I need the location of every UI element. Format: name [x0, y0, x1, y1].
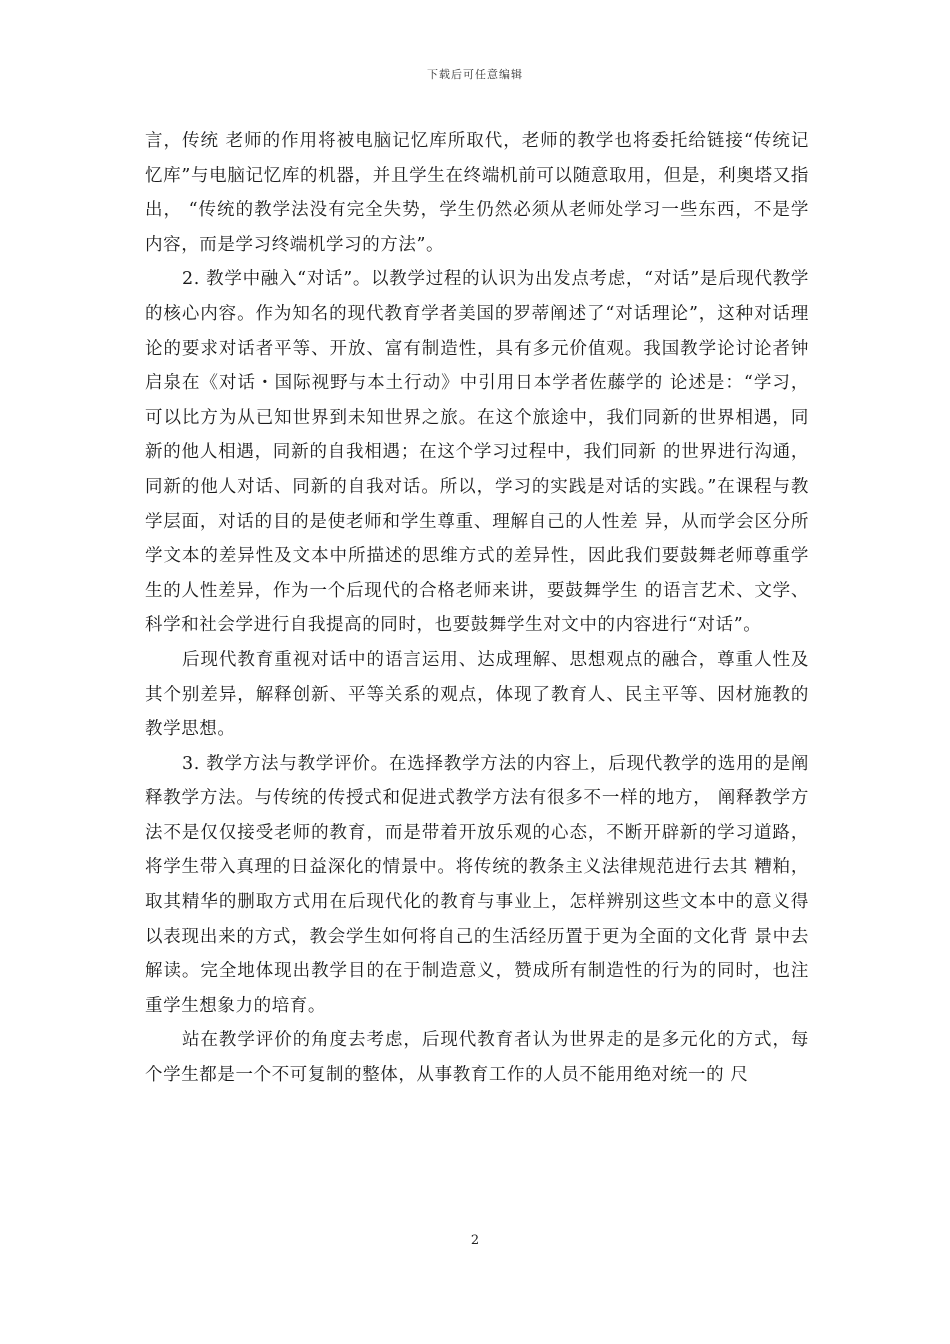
paragraph-continuation: 言，传统 老师的作用将被电脑记忆库所取代，老师的教学也将委托给链接“传统记忆库”与电脑记忆库的机器，并且学生在终端机前可以随意取用，但是，利奥塔又指出， “传统的教学法没有完全失势，学生仍然必须从老师处学习一些东西，不是学内容，而是学习终端机学习的方法”。 — [145, 131, 809, 255]
paragraph-dialogue: 2. 教学中融入“对话”。以教学过程的认识为出发点考虑，“对话”是后现代教学的核心内容。作为知名的现代教育学者美国的罗蒂阐述了“对话理论”，这种对话理论的要求对话者平等、开放、富有制造性，具有多元价值观。我国教学论讨论者钟启泉在《对话・国际视野与本土行动》中引用日本学者佐藤学的 论述是：“学习，可以比方为从已知世界到未知世界之旅。在这个旅途中，我们同新的世界相遇，同新的他人相遇，同新的自我相遇；在这个学习过程中，我们同新 的世界进行沟通，同新的他人对话、同新的自我对话。所以，学习的实践是对话的实践。”在课程与教学层面，对话的目的是使老师和学生尊重、理解自己的人性差 异，从而学会区分所学文本的差异性及文本中所描述的思维方式的差异性，因此我们要鼓舞老师尊重学生的人性差异，作为一个后现代的合格老师来讲，要鼓舞学生 的语言艺术、文学、科学和社会学进行自我提高的同时，也要鼓舞学生对文中的内容进行“对话”。 — [145, 269, 809, 636]
paragraph-teaching-methods: 3. 教学方法与教学评价。在选择教学方法的内容上，后现代教学的选用的是阐释教学方法。与传统的传授式和促进式教学方法有很多不一样的地方， 阐释教学方法不是仅仅接受老师的教育，而是带着开放乐观的心态，不断开辟新的学习道路，将学生带入真理的日益深化的情景中。将传统的教条主义法律规范进行去其 糟粕，取其精华的删取方式用在后现代化的教育与事业上，怎样辨别这些文本中的意义得以表现出来的方式，教会学生如何将自己的生活经历置于更为全面的文化背 景中去解读。完全地体现出教学目的在于制造意义，赞成所有制造性的行为的同时，也注重学生想象力的培育。 — [145, 753, 809, 1016]
page-number: 2 — [470, 1233, 480, 1248]
paragraph-teaching-evaluation: 站在教学评价的角度去考虑，后现代教育者认为世界走的是多元化的方式，每个学生都是一个不可复制的整体，从事教育工作的人员不能用绝对统一的 尺 — [145, 1030, 809, 1086]
document-body — [145, 124, 809, 1093]
page-header: 下载后可任意编辑 — [427, 68, 523, 81]
paragraph-dialogue-summary: 后现代教育重视对话中的语言运用、达成理解、思想观点的融合，尊重人性及其个别差异，解释创新、平等关系的观点，体现了教育人、民主平等、因材施教的教学思想。 — [145, 649, 809, 740]
